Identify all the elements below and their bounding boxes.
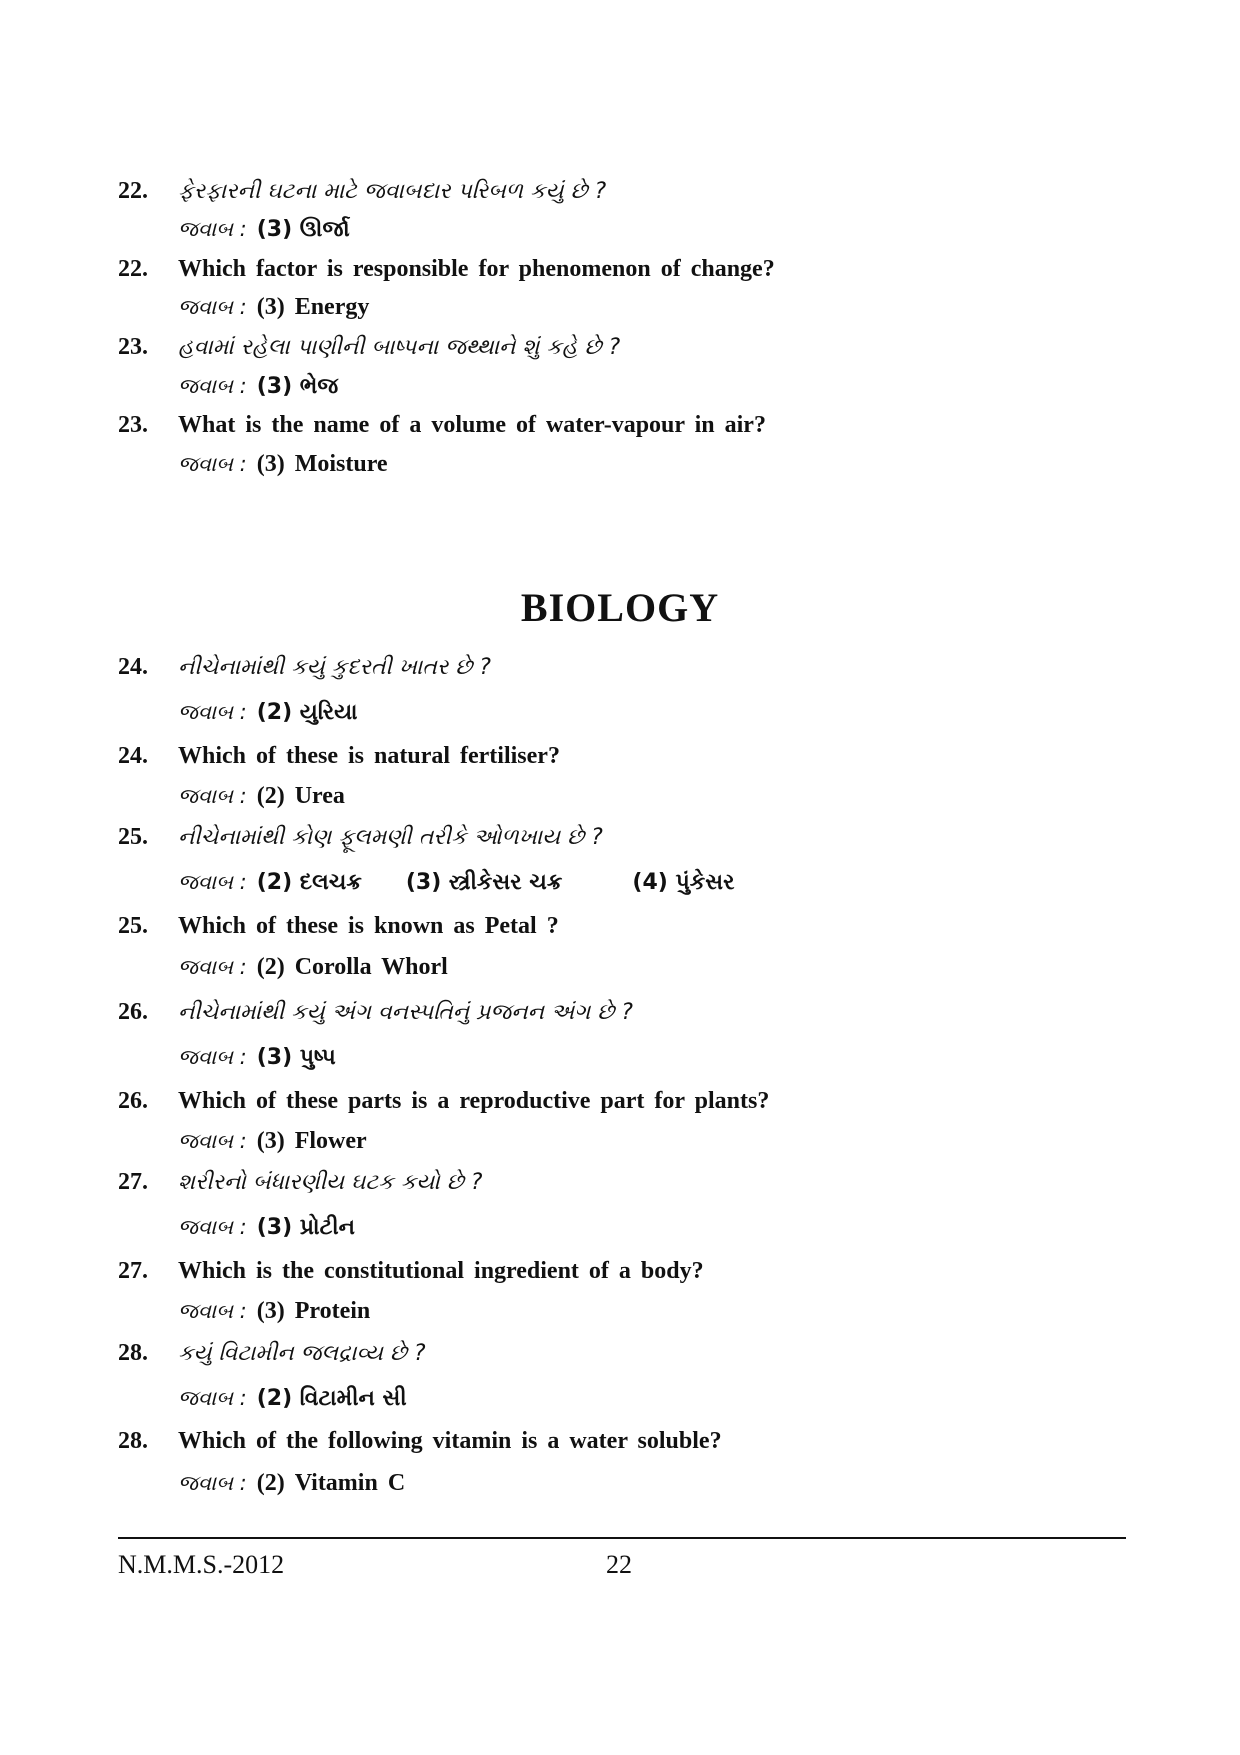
answer-label: જવાબ :: [178, 784, 247, 808]
answer-label: જવાબ :: [178, 452, 247, 476]
question-text: Which factor is responsible for phenomenon of change?: [178, 256, 775, 282]
question-22-en: [118, 254, 775, 284]
question-number: 24.: [118, 654, 148, 680]
answer-text: (2) વિટામીન સી: [256, 1386, 407, 1411]
question-text: Which of these is natural fertiliser?: [178, 743, 560, 769]
answer-label: જવાબ :: [178, 295, 247, 319]
answer-label: જવાબ :: [178, 1129, 247, 1153]
answer-option-3: (3) સ્ત્રીકેસર ચક્ર: [405, 870, 563, 895]
answer-text: (3) પ્રોટીન: [256, 1215, 356, 1240]
question-text: What is the name of a volume of water-vapour in air?: [178, 412, 766, 438]
answer-text: (3) Energy: [256, 294, 370, 320]
answer-label: જવાબ :: [178, 1471, 247, 1495]
question-26-en: [118, 1086, 769, 1116]
section-heading: BIOLOGY: [520, 585, 720, 630]
answer-27-en: [178, 1296, 370, 1326]
answer-text: (3) ભેજ: [256, 374, 339, 399]
answer-label: જવાબ :: [178, 955, 247, 979]
answer-25-gu: [178, 867, 735, 898]
answer-option-4: (4) પુંકેસર: [632, 870, 735, 895]
answer-26-en: [178, 1126, 367, 1156]
answer-label: જવાબ :: [178, 217, 247, 241]
question-text: Which of the following vitamin is a water soluble?: [178, 1428, 722, 1454]
question-number: 28.: [118, 1428, 148, 1454]
question-24-gu: [118, 652, 491, 683]
answer-label: જવાબ :: [178, 1045, 247, 1069]
question-number: 23.: [118, 334, 148, 360]
question-text: કયું વિટામીન જલદ્રાવ્ય છે ?: [178, 1341, 426, 1366]
answer-28-en: [178, 1468, 405, 1498]
question-number: 22.: [118, 256, 148, 282]
question-25-gu: [118, 822, 603, 853]
question-28-gu: [118, 1338, 426, 1369]
question-text: Which is the constitutional ingredient of a body?: [178, 1258, 704, 1284]
answer-text: (3) Moisture: [256, 451, 388, 477]
question-text: ફેરફારની ઘટના માટે જવાબદાર પરિબળ કયું છે ?: [178, 179, 607, 204]
question-text: Which of these parts is a reproductive part for plants?: [178, 1088, 770, 1114]
answer-23-gu: [178, 371, 338, 402]
answer-text: (2) Urea: [256, 783, 345, 809]
footer-rule: [118, 1537, 1126, 1539]
question-text: નીચેનામાંથી કયું કુદરતી ખાતર છે ?: [178, 655, 491, 680]
answer-28-gu: [178, 1383, 407, 1414]
question-text: નીચેનામાંથી કોણ ફૂલમણી તરીકે ઓળખાય છે ?: [178, 825, 603, 850]
question-28-en: [118, 1426, 722, 1456]
answer-23-en: [178, 449, 388, 479]
answer-text: (2) Vitamin C: [256, 1470, 406, 1496]
answer-26-gu: [178, 1042, 336, 1073]
answer-27-gu: [178, 1212, 355, 1243]
question-22-gu: [118, 176, 606, 207]
answer-text: (3) Flower: [256, 1128, 367, 1154]
question-text: શરીરનો બંધારણીય ઘટક કયો છે ?: [178, 1170, 483, 1195]
question-number: 24.: [118, 743, 148, 769]
answer-text: (2) Corolla Whorl: [256, 954, 448, 980]
question-number: 22.: [118, 178, 148, 204]
question-23-en: [118, 410, 766, 440]
question-25-en: [118, 911, 559, 941]
answer-text: (3) ઊર્જા: [256, 217, 350, 242]
answer-label: જવાબ :: [178, 700, 247, 724]
question-27-en: [118, 1256, 704, 1286]
answer-25-en: [178, 952, 448, 982]
answer-option-2: (2) દલચક્ર: [256, 870, 362, 895]
answer-22-gu: [178, 214, 350, 245]
answer-text: (2) યુરિયા: [256, 700, 358, 725]
question-27-gu: [118, 1167, 482, 1198]
question-number: 28.: [118, 1340, 148, 1366]
answer-label: જવાબ :: [178, 870, 247, 894]
answer-24-en: [178, 781, 345, 811]
answer-label: જવાબ :: [178, 374, 247, 398]
question-number: 26.: [118, 999, 148, 1025]
question-24-en: [118, 741, 560, 771]
footer-exam-code: N.M.M.S.-2012: [118, 1550, 285, 1579]
answer-label: જવાબ :: [178, 1386, 247, 1410]
question-23-gu: [118, 332, 620, 363]
page-number: 22: [606, 1550, 632, 1579]
question-number: 25.: [118, 824, 148, 850]
question-number: 26.: [118, 1088, 148, 1114]
question-number: 27.: [118, 1258, 148, 1284]
question-number: 23.: [118, 412, 148, 438]
question-text: નીચેનામાંથી કયું અંગ વનસ્પતિનું પ્રજનન અંગ છે ?: [178, 1000, 633, 1025]
answer-text: (3) Protein: [256, 1298, 371, 1324]
answer-label: જવાબ :: [178, 1215, 247, 1239]
question-number: 27.: [118, 1169, 148, 1195]
question-number: 25.: [118, 913, 148, 939]
answer-text: (3) પુષ્પ: [256, 1045, 336, 1070]
answer-22-en: [178, 292, 369, 322]
question-text: હવામાં રહેલા પાણીની બાષ્પના જથ્થાને શું કહે છે ?: [178, 335, 621, 360]
question-26-gu: [118, 997, 633, 1028]
question-text: Which of these is known as Petal ?: [178, 913, 559, 939]
answer-label: જવાબ :: [178, 1299, 247, 1323]
answer-24-gu: [178, 697, 358, 728]
